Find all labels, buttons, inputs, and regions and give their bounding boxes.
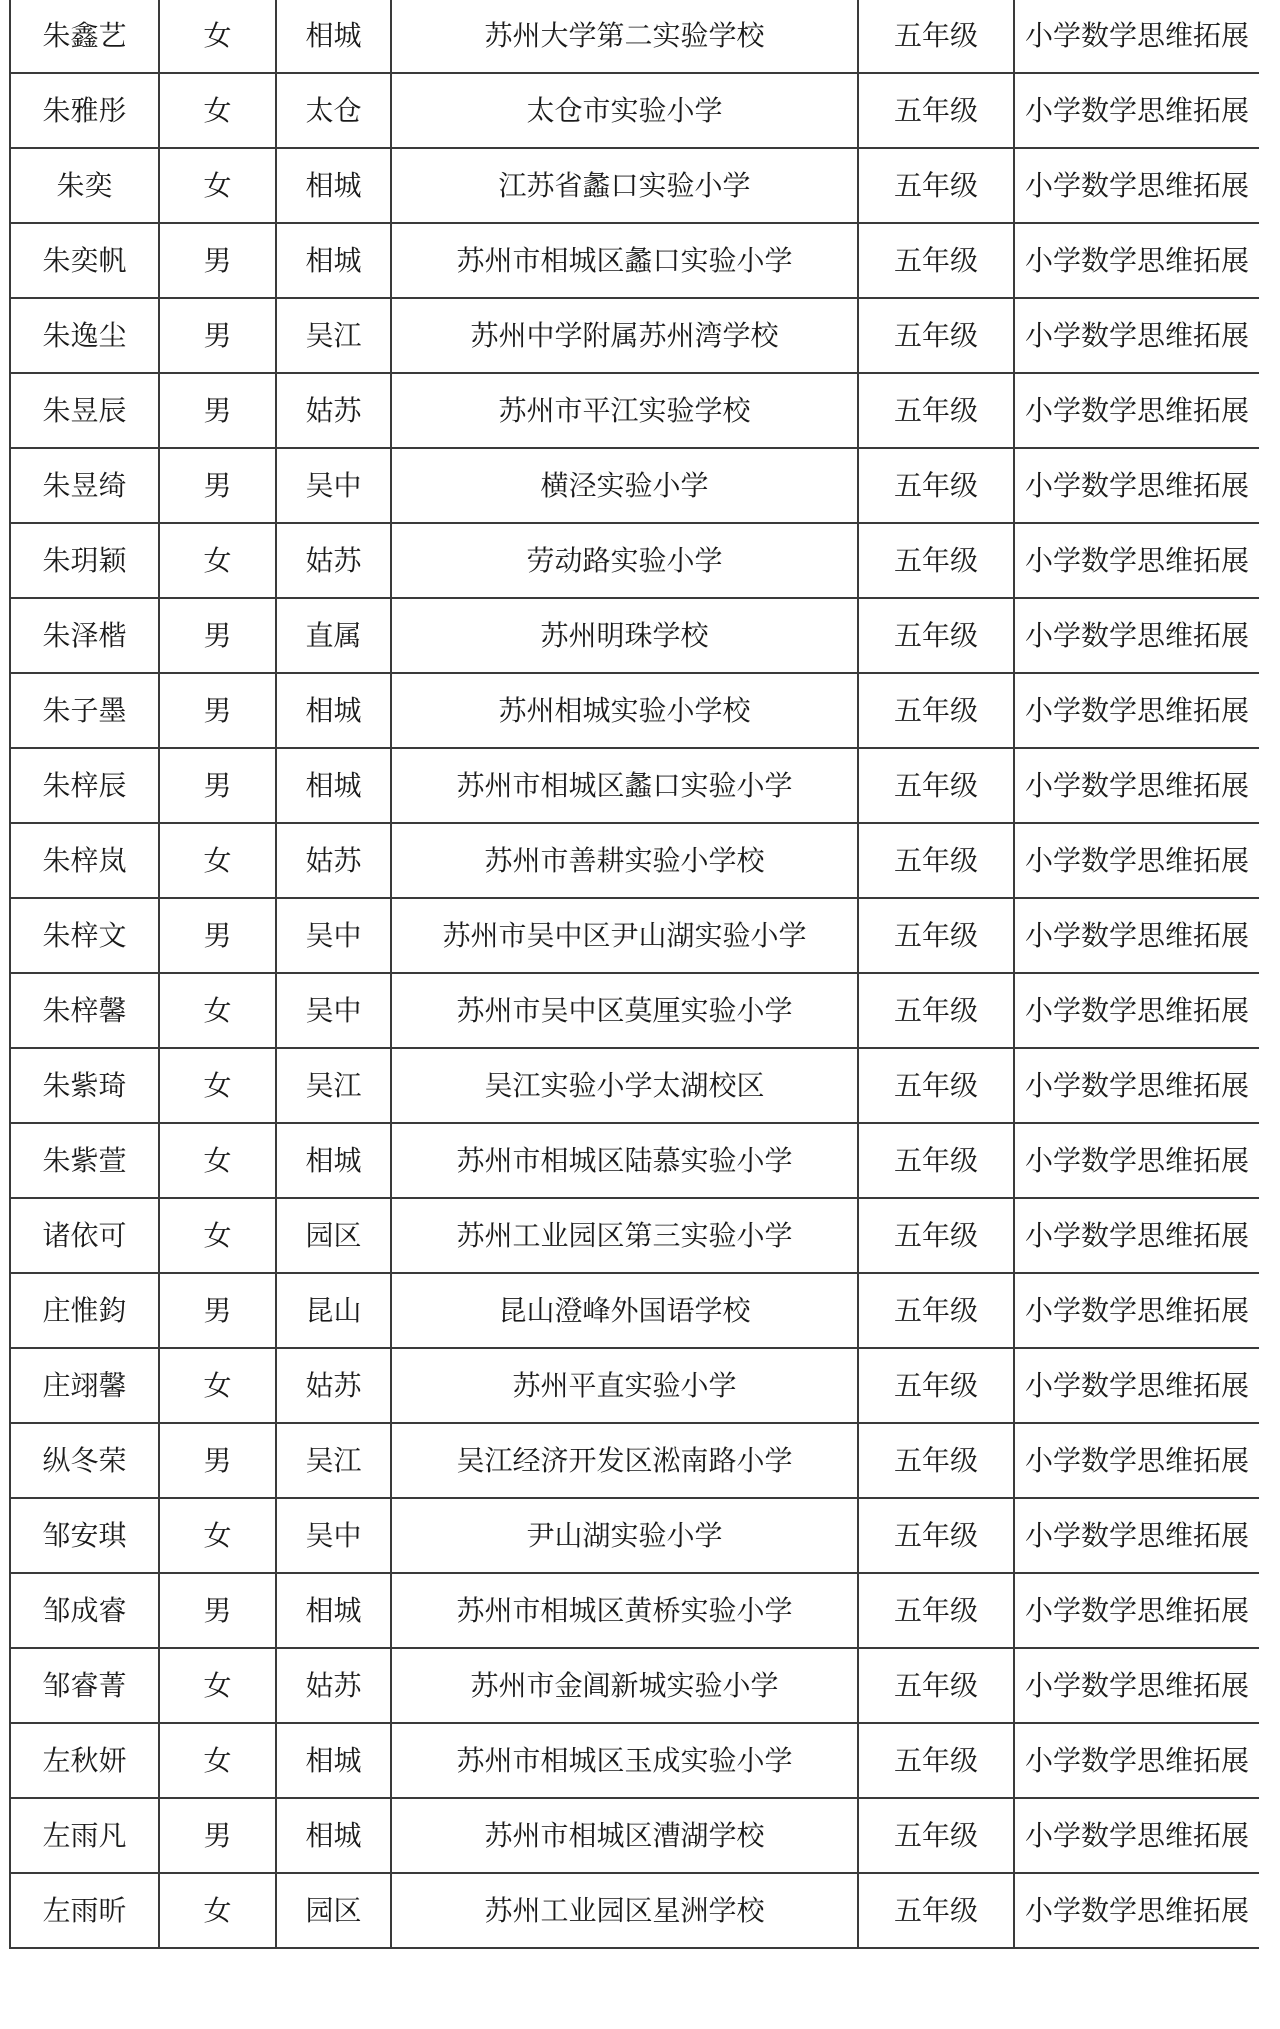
- table-row: [10, 448, 1260, 523]
- table-row: [10, 1198, 1260, 1273]
- table-row: [10, 523, 1260, 598]
- student-name-cell: 庄惟鈞: [10, 1273, 159, 1348]
- school-cell: 苏州相城实验小学校: [391, 673, 858, 748]
- school-cell: 苏州大学第二实验学校: [391, 0, 858, 73]
- school-cell: 苏州市相城区漕湖学校: [391, 1798, 858, 1873]
- grade-cell: 五年级: [858, 1648, 1014, 1723]
- course-cell: 小学数学思维拓展: [1014, 148, 1260, 223]
- student-name-cell: 朱梓辰: [10, 748, 159, 823]
- course-cell: 小学数学思维拓展: [1014, 373, 1260, 448]
- school-cell: 苏州中学附属苏州湾学校: [391, 298, 858, 373]
- student-name-cell: 邹安琪: [10, 1498, 159, 1573]
- school-cell: 尹山湖实验小学: [391, 1498, 858, 1573]
- district-cell: 相城: [276, 1798, 391, 1873]
- course-cell: 小学数学思维拓展: [1014, 1798, 1260, 1873]
- school-cell: 苏州平直实验小学: [391, 1348, 858, 1423]
- grade-cell: 五年级: [858, 973, 1014, 1048]
- course-cell: 小学数学思维拓展: [1014, 598, 1260, 673]
- grade-cell: 五年级: [858, 1348, 1014, 1423]
- school-cell: 苏州市相城区玉成实验小学: [391, 1723, 858, 1798]
- student-name-cell: 朱子墨: [10, 673, 159, 748]
- school-cell: 苏州市吴中区莫厘实验小学: [391, 973, 858, 1048]
- grade-cell: 五年级: [858, 1498, 1014, 1573]
- course-cell: 小学数学思维拓展: [1014, 0, 1260, 73]
- student-name-cell: 朱梓馨: [10, 973, 159, 1048]
- table-row: [10, 1048, 1260, 1123]
- district-cell: 相城: [276, 148, 391, 223]
- course-cell: 小学数学思维拓展: [1014, 1873, 1260, 1948]
- gender-cell: 女: [159, 1048, 276, 1123]
- district-cell: 相城: [276, 1123, 391, 1198]
- school-cell: 江苏省蠡口实验小学: [391, 148, 858, 223]
- course-cell: 小学数学思维拓展: [1014, 1123, 1260, 1198]
- course-cell: 小学数学思维拓展: [1014, 823, 1260, 898]
- district-cell: 吴江: [276, 298, 391, 373]
- grade-cell: 五年级: [858, 1423, 1014, 1498]
- grade-cell: 五年级: [858, 223, 1014, 298]
- district-cell: 相城: [276, 1573, 391, 1648]
- gender-cell: 女: [159, 1648, 276, 1723]
- student-name-cell: 朱奕: [10, 148, 159, 223]
- table-row: [10, 748, 1260, 823]
- table-row: [10, 148, 1260, 223]
- table-row: [10, 0, 1260, 73]
- district-cell: 姑苏: [276, 1648, 391, 1723]
- gender-cell: 男: [159, 298, 276, 373]
- table-row: [10, 598, 1260, 673]
- table-row: [10, 1498, 1260, 1573]
- district-cell: 相城: [276, 223, 391, 298]
- district-cell: 姑苏: [276, 373, 391, 448]
- student-name-cell: 朱逸尘: [10, 298, 159, 373]
- grade-cell: 五年级: [858, 0, 1014, 73]
- district-cell: 太仓: [276, 73, 391, 148]
- course-cell: 小学数学思维拓展: [1014, 448, 1260, 523]
- district-cell: 吴中: [276, 973, 391, 1048]
- table-row: [10, 823, 1260, 898]
- district-cell: 园区: [276, 1198, 391, 1273]
- student-name-cell: 左雨昕: [10, 1873, 159, 1948]
- grade-cell: 五年级: [858, 1048, 1014, 1123]
- course-cell: 小学数学思维拓展: [1014, 1723, 1260, 1798]
- grade-cell: 五年级: [858, 448, 1014, 523]
- student-name-cell: 左雨凡: [10, 1798, 159, 1873]
- school-cell: 苏州市吴中区尹山湖实验小学: [391, 898, 858, 973]
- school-cell: 苏州市相城区蠡口实验小学: [391, 748, 858, 823]
- student-roster-table: [9, 0, 1261, 1949]
- roster-body: [10, 0, 1260, 1948]
- district-cell: 相城: [276, 0, 391, 73]
- school-cell: 苏州市相城区陆慕实验小学: [391, 1123, 858, 1198]
- district-cell: 吴江: [276, 1423, 391, 1498]
- gender-cell: 男: [159, 748, 276, 823]
- student-name-cell: 朱昱绮: [10, 448, 159, 523]
- student-name-cell: 朱紫琦: [10, 1048, 159, 1123]
- page-margin: [1259, 0, 1280, 2029]
- gender-cell: 女: [159, 1723, 276, 1798]
- table-row: [10, 1723, 1260, 1798]
- table-row: [10, 373, 1260, 448]
- school-cell: 苏州市善耕实验小学校: [391, 823, 858, 898]
- student-name-cell: 朱玥颖: [10, 523, 159, 598]
- course-cell: 小学数学思维拓展: [1014, 523, 1260, 598]
- course-cell: 小学数学思维拓展: [1014, 1648, 1260, 1723]
- gender-cell: 女: [159, 1198, 276, 1273]
- student-name-cell: 朱鑫艺: [10, 0, 159, 73]
- course-cell: 小学数学思维拓展: [1014, 298, 1260, 373]
- student-name-cell: 邹成睿: [10, 1573, 159, 1648]
- grade-cell: 五年级: [858, 1723, 1014, 1798]
- grade-cell: 五年级: [858, 598, 1014, 673]
- table-row: [10, 223, 1260, 298]
- table-row: [10, 898, 1260, 973]
- course-cell: 小学数学思维拓展: [1014, 898, 1260, 973]
- district-cell: 吴中: [276, 1498, 391, 1573]
- school-cell: 苏州市相城区黄桥实验小学: [391, 1573, 858, 1648]
- grade-cell: 五年级: [858, 298, 1014, 373]
- grade-cell: 五年级: [858, 1798, 1014, 1873]
- course-cell: 小学数学思维拓展: [1014, 1198, 1260, 1273]
- gender-cell: 女: [159, 1873, 276, 1948]
- grade-cell: 五年级: [858, 1573, 1014, 1648]
- gender-cell: 女: [159, 1123, 276, 1198]
- gender-cell: 男: [159, 1798, 276, 1873]
- student-name-cell: 诸依可: [10, 1198, 159, 1273]
- student-name-cell: 左秋妍: [10, 1723, 159, 1798]
- student-name-cell: 庄翊馨: [10, 1348, 159, 1423]
- school-cell: 横泾实验小学: [391, 448, 858, 523]
- student-name-cell: 朱紫萱: [10, 1123, 159, 1198]
- district-cell: 姑苏: [276, 823, 391, 898]
- table-row: [10, 73, 1260, 148]
- gender-cell: 女: [159, 1498, 276, 1573]
- course-cell: 小学数学思维拓展: [1014, 73, 1260, 148]
- district-cell: 相城: [276, 1723, 391, 1798]
- gender-cell: 男: [159, 898, 276, 973]
- school-cell: 苏州明珠学校: [391, 598, 858, 673]
- grade-cell: 五年级: [858, 898, 1014, 973]
- grade-cell: 五年级: [858, 673, 1014, 748]
- gender-cell: 男: [159, 223, 276, 298]
- student-name-cell: 朱梓文: [10, 898, 159, 973]
- district-cell: 吴中: [276, 898, 391, 973]
- gender-cell: 女: [159, 73, 276, 148]
- school-cell: 苏州市相城区蠡口实验小学: [391, 223, 858, 298]
- gender-cell: 男: [159, 448, 276, 523]
- grade-cell: 五年级: [858, 1198, 1014, 1273]
- gender-cell: 女: [159, 148, 276, 223]
- table-row: [10, 1423, 1260, 1498]
- course-cell: 小学数学思维拓展: [1014, 748, 1260, 823]
- district-cell: 相城: [276, 673, 391, 748]
- student-name-cell: 朱泽楷: [10, 598, 159, 673]
- school-cell: 太仓市实验小学: [391, 73, 858, 148]
- gender-cell: 男: [159, 373, 276, 448]
- student-name-cell: 邹睿菁: [10, 1648, 159, 1723]
- student-name-cell: 朱梓岚: [10, 823, 159, 898]
- table-row: [10, 1873, 1260, 1948]
- gender-cell: 女: [159, 0, 276, 73]
- student-name-cell: 朱奕帆: [10, 223, 159, 298]
- gender-cell: 男: [159, 1273, 276, 1348]
- student-name-cell: 朱雅彤: [10, 73, 159, 148]
- gender-cell: 男: [159, 598, 276, 673]
- school-cell: 劳动路实验小学: [391, 523, 858, 598]
- gender-cell: 女: [159, 523, 276, 598]
- gender-cell: 女: [159, 1348, 276, 1423]
- course-cell: 小学数学思维拓展: [1014, 1048, 1260, 1123]
- district-cell: 昆山: [276, 1273, 391, 1348]
- district-cell: 相城: [276, 748, 391, 823]
- gender-cell: 女: [159, 823, 276, 898]
- student-name-cell: 纵冬荣: [10, 1423, 159, 1498]
- grade-cell: 五年级: [858, 748, 1014, 823]
- district-cell: 园区: [276, 1873, 391, 1948]
- grade-cell: 五年级: [858, 73, 1014, 148]
- grade-cell: 五年级: [858, 823, 1014, 898]
- district-cell: 直属: [276, 598, 391, 673]
- district-cell: 吴江: [276, 1048, 391, 1123]
- course-cell: 小学数学思维拓展: [1014, 1573, 1260, 1648]
- course-cell: 小学数学思维拓展: [1014, 673, 1260, 748]
- course-cell: 小学数学思维拓展: [1014, 973, 1260, 1048]
- course-cell: 小学数学思维拓展: [1014, 1498, 1260, 1573]
- district-cell: 姑苏: [276, 523, 391, 598]
- table-row: [10, 1573, 1260, 1648]
- table-row: [10, 1273, 1260, 1348]
- course-cell: 小学数学思维拓展: [1014, 1348, 1260, 1423]
- school-cell: 苏州工业园区星洲学校: [391, 1873, 858, 1948]
- course-cell: 小学数学思维拓展: [1014, 1273, 1260, 1348]
- course-cell: 小学数学思维拓展: [1014, 223, 1260, 298]
- school-cell: 苏州市平江实验学校: [391, 373, 858, 448]
- student-name-cell: 朱昱辰: [10, 373, 159, 448]
- school-cell: 吴江实验小学太湖校区: [391, 1048, 858, 1123]
- table-row: [10, 1123, 1260, 1198]
- table-row: [10, 1798, 1260, 1873]
- grade-cell: 五年级: [858, 1873, 1014, 1948]
- school-cell: 苏州市金阊新城实验小学: [391, 1648, 858, 1723]
- table-row: [10, 1348, 1260, 1423]
- district-cell: 吴中: [276, 448, 391, 523]
- school-cell: 昆山澄峰外国语学校: [391, 1273, 858, 1348]
- gender-cell: 女: [159, 973, 276, 1048]
- grade-cell: 五年级: [858, 148, 1014, 223]
- gender-cell: 男: [159, 673, 276, 748]
- grade-cell: 五年级: [858, 1123, 1014, 1198]
- table-row: [10, 673, 1260, 748]
- grade-cell: 五年级: [858, 373, 1014, 448]
- gender-cell: 男: [159, 1423, 276, 1498]
- table-row: [10, 973, 1260, 1048]
- course-cell: 小学数学思维拓展: [1014, 1423, 1260, 1498]
- school-cell: 吴江经济开发区淞南路小学: [391, 1423, 858, 1498]
- grade-cell: 五年级: [858, 1273, 1014, 1348]
- table-row: [10, 1648, 1260, 1723]
- table-row: [10, 298, 1260, 373]
- gender-cell: 男: [159, 1573, 276, 1648]
- school-cell: 苏州工业园区第三实验小学: [391, 1198, 858, 1273]
- grade-cell: 五年级: [858, 523, 1014, 598]
- district-cell: 姑苏: [276, 1348, 391, 1423]
